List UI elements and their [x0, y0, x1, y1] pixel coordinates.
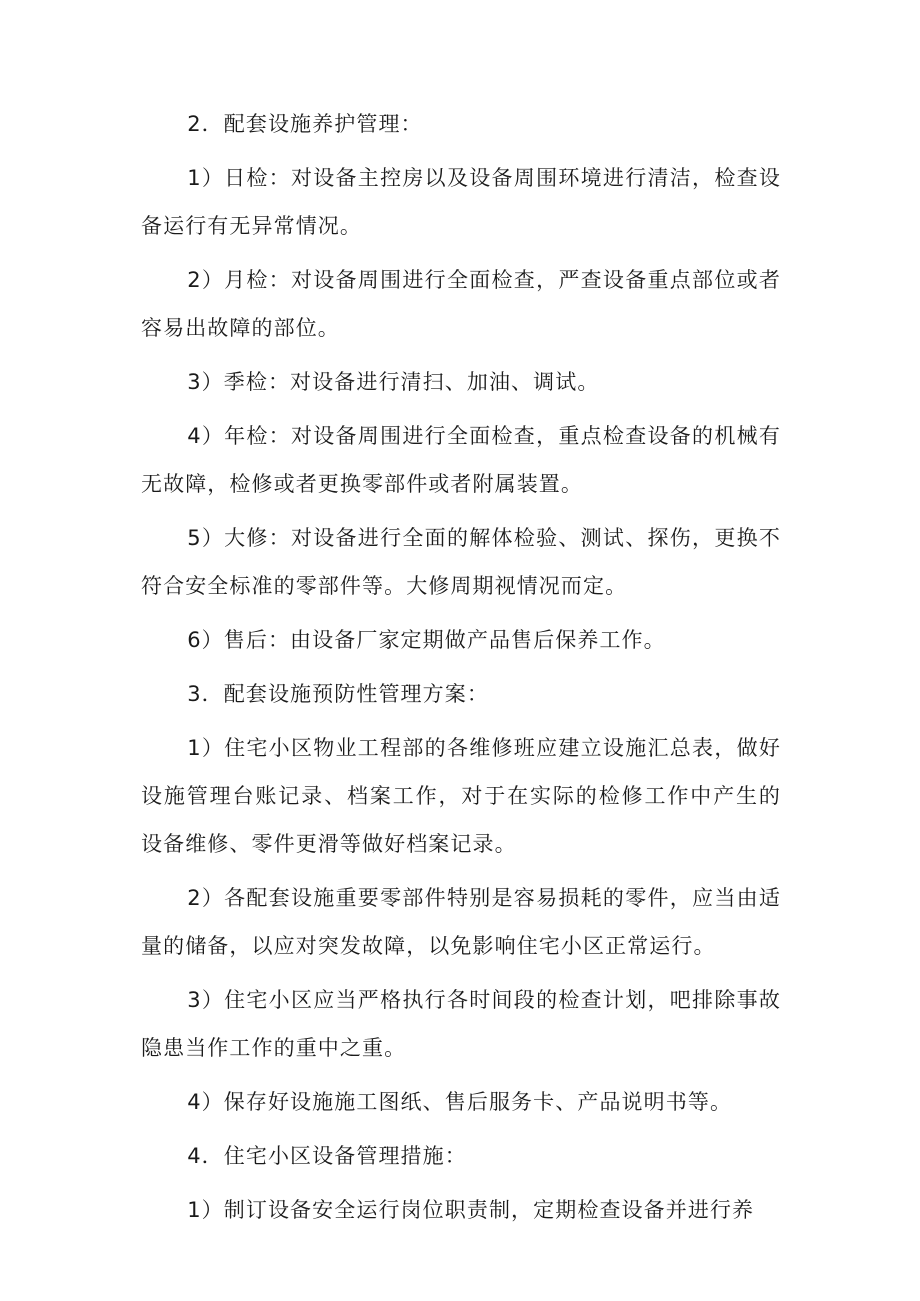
- section-heading-3: 3．配套设施预防性管理方案：: [187, 682, 489, 706]
- paragraph-spare-parts: 2）各配套设施重要零部件特别是容易损耗的零件，应当由适量的储备，以应对突发故障，以免影响住宅小区正常运行。: [141, 886, 781, 958]
- paragraph-inspection-plan: 3）住宅小区应当严格执行各时间段的检查计划，吧排除事故隐患当作工作的重中之重。: [141, 988, 781, 1060]
- section-heading-2: 2．配套设施养护管理：: [187, 112, 423, 136]
- paragraph-facility-ledger: 1）住宅小区物业工程部的各维修班应建立设施汇总表，做好设施管理台账记录、档案工作，对于在实际的检修工作中产生的设备维修、零件更滑等做好档案记录。: [141, 736, 781, 856]
- paragraph-overhaul: 5）大修：对设备进行全面的解体检验、测试、探伤，更换不符合安全标准的零部件等。大修周期视情况而定。: [141, 526, 781, 598]
- section-heading-4: 4．住宅小区设备管理措施：: [187, 1144, 467, 1168]
- paragraph-after-sales: 6）售后：由设备厂家定期做产品售后保养工作。: [187, 628, 666, 652]
- paragraph-seasonal-check: 3）季检：对设备进行清扫、加油、调试。: [187, 370, 600, 394]
- paragraph-daily-check: 1）日检：对设备主控房以及设备周围环境进行清洁，检查设备运行有无异常情况。: [141, 166, 781, 238]
- paragraph-annual-check: 4）年检：对设备周围进行全面检查，重点检查设备的机械有无故障，检修或者更换零部件或者附属装置。: [141, 424, 781, 496]
- paragraph-monthly-check: 2）月检：对设备周围进行全面检查，严查设备重点部位或者容易出故障的部位。: [141, 268, 781, 340]
- document-body: [141, 100, 781, 1234]
- paragraph-safety-duty: 1）制订设备安全运行岗位职责制，定期检查设备并进行养: [187, 1198, 755, 1222]
- paragraph-keep-documents: 4）保存好设施施工图纸、售后服务卡、产品说明书等。: [187, 1090, 733, 1114]
